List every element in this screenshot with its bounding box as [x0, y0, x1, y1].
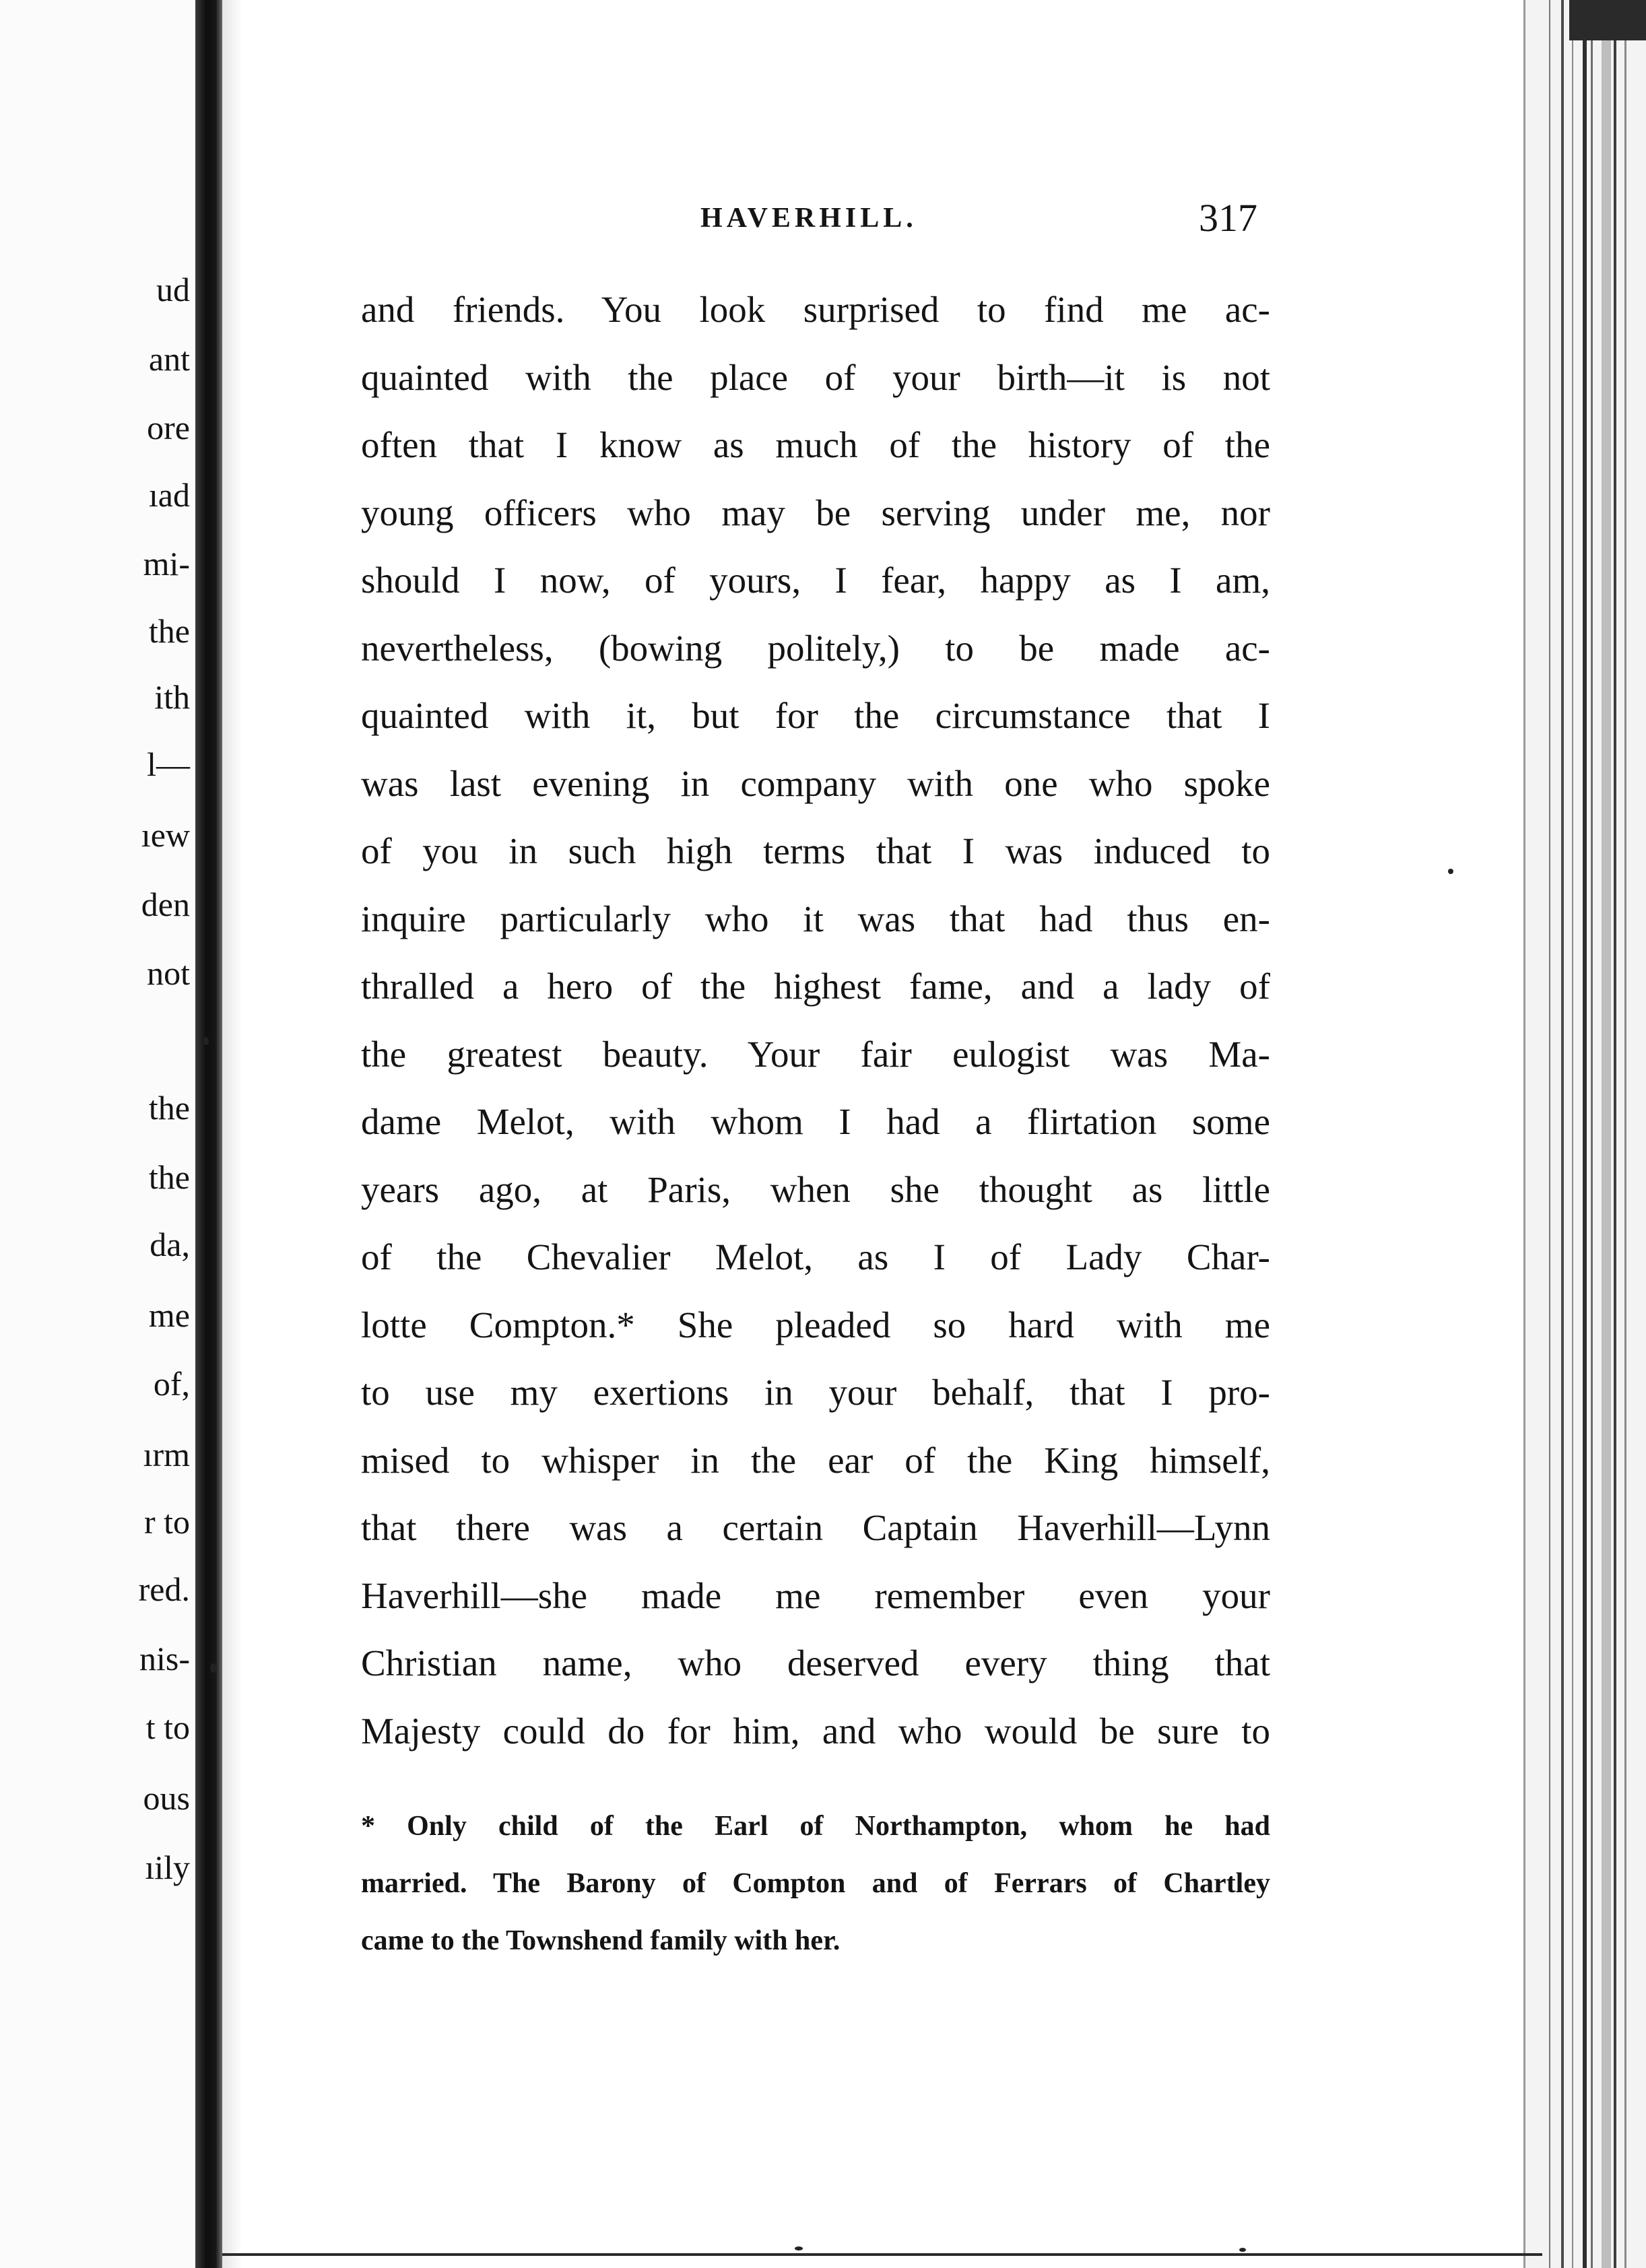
text-line: nevertheless, (bowing politely,) to be made ac- [361, 627, 1270, 669]
prev-page-fragment: red. [138, 1570, 190, 1608]
prev-page-fragment: ıew [141, 816, 190, 854]
paper-speck [1239, 2248, 1246, 2252]
footnote-line: * Only child of the Earl of Northampton, whom he had [361, 1811, 1270, 1842]
text-line: Majesty could do for him, and who would be sure to [361, 1710, 1270, 1752]
running-title: HAVERHILL. [700, 203, 917, 234]
paper-speck [795, 2246, 803, 2250]
text-line: years ago, at Paris, when she thought as little [361, 1168, 1270, 1210]
prev-page-fragment: ant [148, 340, 190, 378]
prev-page-fragment: the [148, 612, 190, 650]
footnote-line: came to the Townshend family with her. [361, 1925, 841, 1956]
footnote-line: married. The Barony of Compton and of Ferrars of Chartley [361, 1868, 1270, 1899]
page-bottom-edge [222, 2253, 1542, 2256]
page-edge-line [1549, 0, 1550, 2268]
text-line: young officers who may be serving under me, nor [361, 492, 1270, 533]
text-line: inquire particularly who it was that had thus en- [361, 898, 1270, 939]
prev-page-fragment: t to [145, 1708, 190, 1746]
text-line: quainted with the place of your birth—it is not [361, 356, 1270, 398]
text-line: was last evening in company with one who spoke [361, 762, 1270, 804]
gutter-shadow [222, 0, 242, 2268]
text-line: quainted with it, but for the circumstance that I [361, 695, 1270, 736]
text-line: to use my exertions in your behalf, that I pro- [361, 1372, 1270, 1413]
book-gutter [195, 0, 222, 2268]
page-edge-line [1624, 0, 1626, 2268]
prev-page-fragment: ıily [145, 1848, 190, 1886]
prev-page-fragment: nis- [139, 1640, 190, 1677]
footnote [361, 1798, 1270, 1970]
paper-speck [210, 1663, 217, 1673]
prev-page-fragment: me [148, 1296, 190, 1334]
prev-page-fragment: da, [150, 1226, 190, 1263]
paper-speck [1448, 869, 1453, 874]
book-cover-corner [1569, 0, 1646, 40]
page-edge-line [1561, 0, 1564, 2268]
page-edge-line [1583, 0, 1587, 2268]
text-line: the greatest beauty. Your fair eulogist was Ma- [361, 1033, 1270, 1075]
page-edge-line [1614, 0, 1616, 2268]
prev-page-fragment: ith [154, 678, 190, 716]
text-line: often that I know as much of the history of the [361, 424, 1270, 465]
body-text [361, 276, 1270, 1765]
text-line: and friends. You look surprised to find me ac- [361, 289, 1270, 330]
page-edge-line [1572, 0, 1573, 2268]
text-line: dame Melot, with whom I had a flirtation some [361, 1101, 1270, 1142]
prev-page-fragment: ırm [143, 1436, 190, 1473]
page-number: 317 [1199, 196, 1257, 240]
page-edge-line [1523, 0, 1525, 2268]
prev-page-fragment: mi- [143, 545, 190, 582]
previous-page-edge [0, 0, 195, 2268]
text-line: thralled a hero of the highest fame, and a lady of [361, 966, 1270, 1007]
prev-page-fragment: not [147, 954, 190, 992]
text-line: Haverhill—she made me remember even your [361, 1574, 1270, 1616]
text-line: Christian name, who deserved every thing that [361, 1642, 1270, 1683]
prev-page-fragment: ous [143, 1779, 190, 1817]
prev-page-fragment: the [148, 1158, 190, 1196]
prev-page-fragment: den [141, 886, 190, 923]
prev-page-fragment: ıad [148, 476, 190, 514]
text-line: lotte Compton.* She pleaded so hard with me [361, 1304, 1270, 1345]
paper-speck [203, 1037, 209, 1045]
page-edge-line [1591, 0, 1593, 2268]
text-line: of you in such high terms that I was induced to [361, 830, 1270, 871]
prev-page-fragment: of, [153, 1365, 190, 1403]
text-line: that there was a certain Captain Haverhill—Lynn [361, 1507, 1270, 1548]
prev-page-fragment: r to [143, 1503, 190, 1541]
prev-page-fragment: l— [147, 745, 190, 783]
prev-page-fragment: ud [156, 271, 190, 308]
text-line: mised to whisper in the ear of the King himself, [361, 1439, 1270, 1481]
text-line: should I now, of yours, I fear, happy as I am, [361, 560, 1270, 601]
page-edge-line [1602, 0, 1611, 2268]
prev-page-fragment: the [148, 1089, 190, 1127]
prev-page-fragment: ore [147, 409, 190, 446]
text-line: of the Chevalier Melot, as I of Lady Char- [361, 1236, 1270, 1277]
